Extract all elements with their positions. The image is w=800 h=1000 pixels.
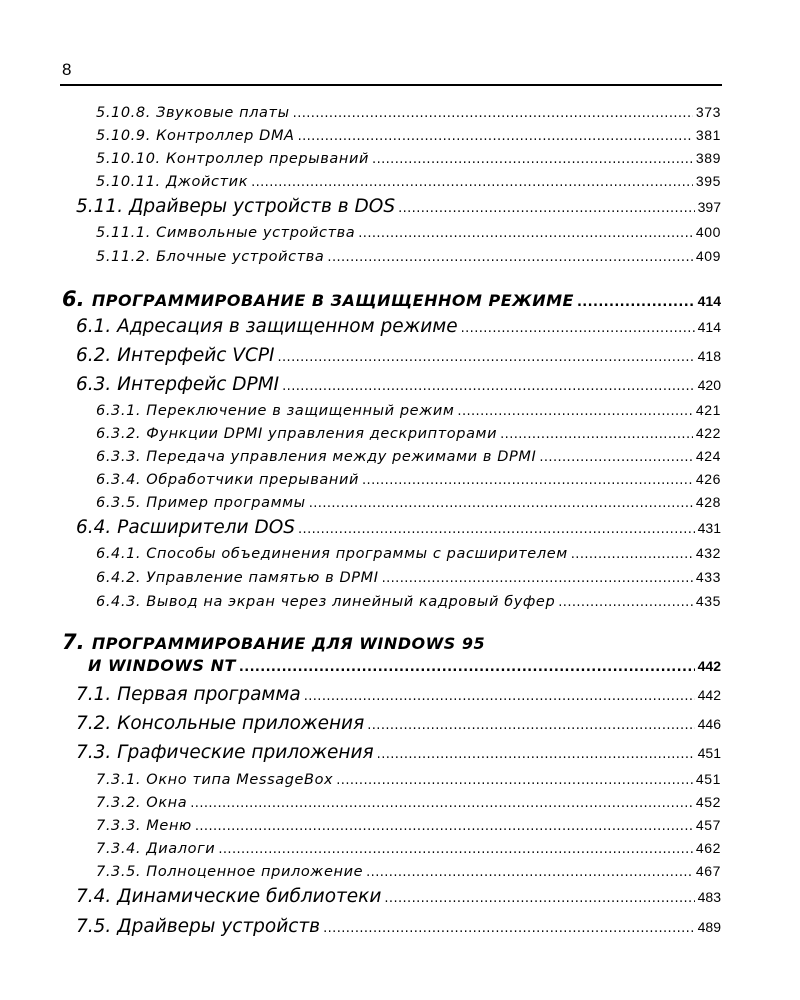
dot-leader [190,796,693,811]
toc-entry-title: 6.4.3. Вывод на экран через линейный кадровый буфер [96,594,556,610]
toc-entry [76,345,721,366]
dot-leader [366,865,693,880]
toc-entry-page: 452 [695,794,721,810]
toc-entry-title: 6.4.1. Способы объединения программы с расширителем [96,546,568,562]
toc-entry-page: 431 [697,520,721,536]
toc-entry-title: 6.3.3. Передача управления между режимами в DPMI [96,449,537,465]
dot-leader [239,660,695,675]
toc-entry-page: 442 [697,687,721,703]
toc-entry-page: 467 [695,863,721,879]
toc-entry [76,196,721,217]
dot-leader [323,921,695,936]
toc-entry-title: 5.11. Драйверы устройств в DOS [76,196,396,217]
toc-entry-title: 5.10.9. Контроллер DMA [96,128,295,144]
chapter-title: ПРОГРАММИРОВАНИЕ В ЗАЩИЩЕННОМ РЕЖИМЕ [91,291,574,310]
toc-entry [76,517,721,538]
dot-leader [457,404,692,419]
toc-entry-page: 373 [695,104,721,120]
dot-leader [277,350,694,365]
toc-entry-page: 422 [695,425,721,441]
dot-leader [298,129,693,144]
dot-leader [577,295,695,310]
toc-entry-title: 7.3.3. Меню [96,818,192,834]
chapter-title-cont: И WINDOWS NT [88,656,236,675]
dot-leader [558,595,693,610]
toc-entry [96,593,721,610]
toc-entry-title: 7.2. Консольные приложения [76,713,365,734]
toc-entry [96,224,721,241]
dot-leader [336,773,693,788]
dot-leader [384,891,694,906]
toc-entry [76,684,721,705]
toc-entry-page: 389 [695,150,721,166]
toc-entry [96,150,721,167]
dot-leader [298,522,695,537]
dot-leader [218,842,692,857]
toc-entry [96,771,721,788]
dot-leader [358,226,693,241]
dot-leader [377,747,695,762]
toc-entry-title: 7.3.2. Окна [96,795,188,811]
toc-entry [96,173,721,190]
toc-entry-title: 5.11.1. Символьные устройства [96,225,356,241]
toc-entry-title: 6.3.5. Пример программы [96,495,306,511]
toc-entry-page: 421 [695,402,721,418]
toc-entry [96,248,721,265]
toc-entry-title: 7.3.1. Окно типа MessageBox [96,772,334,788]
toc-entry-page: 489 [697,919,721,935]
dot-leader [362,473,693,488]
toc-entry-page: 426 [695,471,721,487]
dot-leader [282,379,695,394]
toc-chapter [62,287,721,311]
toc-entry-page: 414 [697,319,721,335]
toc-entry-page: 395 [695,173,721,189]
chapter-title: ПРОГРАММИРОВАНИЕ ДЛЯ WINDOWS 95 [91,634,486,653]
toc-entry-page: 462 [695,840,721,856]
toc-entry [96,104,721,121]
toc-entry [96,448,721,465]
toc-entry-title: 5.10.8. Звуковые платы [96,105,290,121]
dot-leader [382,571,693,586]
toc-entry-title: 5.10.11. Джойстик [96,174,249,190]
toc-entry-title: 7.1. Первая программа [76,684,301,705]
toc-entry-title: 7.3.4. Диалоги [96,841,216,857]
toc-entry-page: 442 [697,658,721,674]
toc-entry [96,545,721,562]
toc-entry-title: 6.2. Интерфейс VCPI [76,345,275,366]
dot-leader [304,689,695,704]
dot-leader [309,496,693,511]
dot-leader [461,321,695,336]
toc-entry-page: 428 [695,494,721,510]
toc-entry-title: 6.3. Интерфейс DPMI [76,374,280,395]
toc-entry-title: 6.3.1. Переключение в защищенный режим [96,403,455,419]
dot-leader [372,152,693,167]
toc-entry-page: 435 [695,593,721,609]
toc-entry [96,402,721,419]
toc-entry-page: 433 [695,569,721,585]
toc-entry [76,374,721,395]
toc-entry-title: 5.10.10. Контроллер прерываний [96,151,370,167]
toc-entry-page: 451 [697,745,721,761]
toc-entry-title: 6.4. Расширители DOS [76,517,296,538]
toc-entry [76,916,721,937]
toc-entry [76,742,721,763]
toc-entry [96,840,721,857]
toc-entry-page: 457 [695,817,721,833]
chapter-number: 6. [62,287,85,311]
toc-entry-title: 5.11.2. Блочные устройства [96,249,325,265]
toc-entry-page: 451 [695,771,721,787]
toc-entry [76,886,721,907]
page-number: 8 [62,60,72,79]
toc-entry [96,794,721,811]
toc-entry-title: 7.3. Графические приложения [76,742,374,763]
toc-entry-page: 483 [697,889,721,905]
toc-entry-page: 420 [697,377,721,393]
dot-leader [539,450,692,465]
chapter-number: 7. [62,630,85,654]
toc-entry-title: 6.1. Адресация в защищенном режиме [76,316,458,337]
toc-entry-page: 381 [695,127,721,143]
toc-chapter-title-line1 [62,630,485,654]
toc-entry-page: 414 [697,293,721,309]
toc-entry-title: 7.4. Динамические библиотеки [76,886,382,907]
toc-entry-page: 446 [697,716,721,732]
toc-entry-title: 6.4.2. Управление памятью в DPMI [96,570,379,586]
dot-leader [327,250,692,265]
toc-entry [96,471,721,488]
toc-entry-title: 7.5. Драйверы устройств [76,916,321,937]
toc-entry [76,713,721,734]
toc-entry [96,425,721,442]
dot-leader [398,201,695,216]
toc-chapter [88,656,721,675]
toc-entry-title: 7.3.5. Полноценное приложение [96,864,364,880]
dot-leader [571,547,693,562]
toc-entry-page: 418 [697,348,721,364]
toc-entry-title: 6.3.4. Обработчики прерываний [96,472,360,488]
toc-entry-page: 424 [695,448,721,464]
toc-entry [96,817,721,834]
dot-leader [367,718,694,733]
toc-entry [96,569,721,586]
toc-entry [96,863,721,880]
toc-entry [96,127,721,144]
toc-entry-page: 409 [695,248,721,264]
dot-leader [500,427,693,442]
toc-entry [96,494,721,511]
dot-leader [293,106,693,121]
toc-entry-page: 432 [695,545,721,561]
toc-entry-title: 6.3.2. Функции DPMI управления дескрипторами [96,426,498,442]
toc-entry [76,316,721,337]
dot-leader [251,175,693,190]
toc-entry-page: 400 [695,224,721,240]
toc-entry-page: 397 [697,199,721,215]
dot-leader [195,819,693,834]
